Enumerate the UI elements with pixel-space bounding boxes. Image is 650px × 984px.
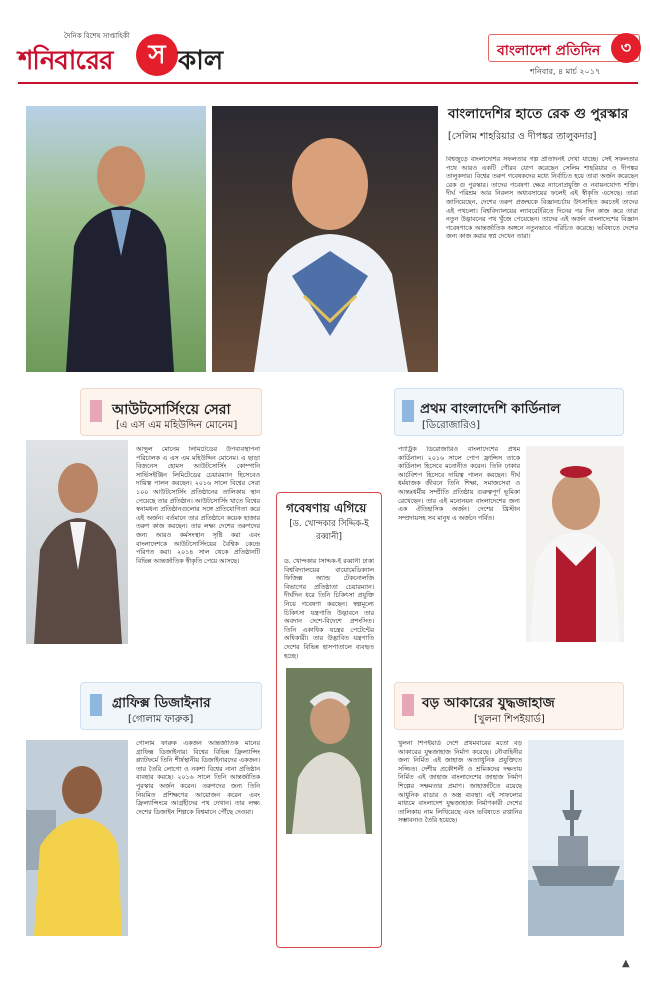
graphics-body: গোলাম ফারুক একজন আন্তর্জাতিক মানের গ্রাফিক্স ডিজাইনার। বিশ্বের বিভিন্ন ফ্রিল্যান্সিং প্ল্যাটফর্মে তিনি শীর্ষস্থানীয় ডিজাইনারদের একজন। তার তৈরি লোগো ও নকশা বিশ্বের নানা প্রতিষ্ঠান ব্যবহার করছে। ২০১৬ সালে তিনি আন্তর্জাতিক পুরস্কার অর্জন করেন। তরুণদের জন্য তিনি নিয়মিত প্রশিক্ষণের আয়োজন করেন এবং ফ্রিল্যান্সিংয়ে আগ্রহীদের পথ দেখান। তার লক্ষ্য দেশের ডিজাইন শিল্পকে বিশ্বমানে পৌঁছে দেওয়া। bbox=[136, 740, 260, 816]
blue-accent-bar-2 bbox=[90, 694, 102, 716]
warship-byline: [খুলনা শিপইয়ার্ড] bbox=[474, 714, 545, 725]
photo-mohiuddin-monem bbox=[26, 440, 128, 644]
blue-accent-bar bbox=[402, 400, 414, 422]
main-headline: বাংলাদেশির হাতে রেক গু পুরস্কার bbox=[448, 106, 629, 122]
pink-accent-bar bbox=[90, 400, 102, 422]
main-byline: [সেলিম শাহরিয়ার ও দীপঙ্কর তালুকদার] bbox=[448, 131, 597, 142]
outsourcing-body: আব্দুল মোনেম লিমিটেডের উপব্যবস্থাপনা পরিচালক এ এস এম মহিউদ্দিন মোনেম। এ ছাড়া বিজনেস হোমস আউটসোর্সিং কোম্পানি সার্ভিসইঞ্জিন লিমিটেডের চেয়ারম্যান হিসেবেও দায়িত্ব পালন করছেন। ২০১৬ সালে বিশ্বের সেরা ১০০ আউটসোর্সিং প্রতিষ্ঠানের তালিকায় স্থান পেয়েছে তার প্রতিষ্ঠান। আউটসোর্সিং খাতে বিশ্বের স্বনামধন্য প্রতিষ্ঠানগুলোর সঙ্গে প্রতিযোগিতা করে এই অর্জন। বর্তমানে তার প্রতিষ্ঠানে কয়েক হাজার তরুণ কাজ করছেন। তার লক্ষ্য দেশের তরুণদের জন্য আরও কর্মসংস্থান সৃষ্টি করা এবং বাংলাদেশকে আউটসোর্সিংয়ের বৈশ্বিক কেন্দ্রে পরিণত করা। ২০১৪ সাল থেকে প্রতিষ্ঠানটি বিভিন্ন আন্তর্জাতিক স্বীকৃতি পেয়ে আসছে। bbox=[136, 446, 260, 565]
logo-circle-mark: স bbox=[136, 34, 178, 76]
research-body-continued bbox=[284, 840, 374, 940]
page-number-badge: ৩ bbox=[611, 33, 641, 63]
warship-body: খুলনা শিপইয়ার্ড দেশে প্রথমবারের মতো বড় আকারের যুদ্ধজাহাজ নির্মাণ করেছে। নৌবাহিনীর জন্য নির্মিত এই জাহাজ অত্যাধুনিক প্রযুক্তিতে সজ্জিত। দেশীয় প্রকৌশলী ও শ্রমিকদের দক্ষতায় নির্মিত এই জাহাজ বাংলাদেশের জাহাজ নির্মাণ শিল্পের সক্ষমতার প্রমাণ। জাহাজটিতে রয়েছে আধুনিক রাডার ও অস্ত্র ব্যবস্থা। এই সাফল্যের মাধ্যমে বাংলাদেশ যুদ্ধজাহাজ নির্মাণকারী দেশের তালিকায় নাম লিখিয়েছে এবং ভবিষ্যতে রপ্তানির সম্ভাবনাও তৈরি হয়েছে। bbox=[398, 740, 522, 825]
masthead-logo bbox=[18, 30, 228, 80]
issue-date: শনিবার, ৪ মার্চ ২০১৭ bbox=[530, 67, 601, 76]
pink-accent-bar-2 bbox=[402, 694, 414, 716]
cardinal-body: প্যাট্রিক ডিরোজারিও বাংলাদেশের প্রথম কার্ডিনাল। ২০১৬ সালে পোপ ফ্রান্সিস তাকে কার্ডিনাল হিসেবে মনোনীত করেন। তিনি ঢাকার আর্চবিশপ হিসেবে দায়িত্ব পালন করছেন। দীর্ঘ ধর্মযাজক জীবনে তিনি শিক্ষা, সমাজসেবা ও আন্তঃধর্মীয় সম্প্রীতি প্রতিষ্ঠায় গুরুত্বপূর্ণ ভূমিকা রেখেছেন। তার এই মনোনয়ন বাংলাদেশের জন্য এক ঐতিহাসিক অর্জন। দেশের খ্রিস্টান সম্প্রদায়সহ সব মানুষ এ অর্জনে গর্বিত। bbox=[398, 446, 520, 522]
graphics-byline: [গোলাম ফারুক] bbox=[128, 714, 194, 725]
photo-khondkar-siddique-e-rabbani bbox=[286, 668, 372, 834]
outsourcing-byline: [এ এস এম মহিউদ্দিন মোনেম] bbox=[116, 420, 238, 431]
main-body: বিশ্বজুড়ে বাংলাদেশির সফলতার গল্প প্রতিদিনই দেখা যাচ্ছে। সেই সফলতার পথে আরও একটি গৌরব যোগ করেছেন সেলিম শাহরিয়ার ও দীপঙ্কর তালুকদার। বিশ্বের তরুণ গবেষকদের মধ্যে নির্বাচিত হয়ে তারা অর্জন করেছেন রেক গু পুরস্কার। তাদের গবেষণা ক্ষেত্র ন্যানোপ্রযুক্তি ও নবায়নযোগ্য শক্তি। দীর্ঘ পরিশ্রম আর নিরলস অধ্যবসায়ের ফলেই এই স্বীকৃতি এসেছে। তারা জানিয়েছেন, দেশের তরুণ প্রজন্মকে বিজ্ঞানচর্চায় উৎসাহিত করতেই তাদের এই পথচলা। বিশ্ববিদ্যালয়ের ল্যাবরেটরিতে দিনের পর দিন কাজ করে তারা নতুন উদ্ভাবনের পথ খুঁজে পেয়েছেন। তাদের এই অর্জন বাংলাদেশের বিজ্ঞান গবেষণাকে আন্তর্জাতিক অঙ্গনে নতুনভাবে পরিচিত করেছে। ভবিষ্যতে দেশের জন্য কাজ করার স্বপ্ন দেখেন তারা। bbox=[446, 156, 638, 241]
masthead-tagline: দৈনিক বিশেষ সাপ্তাহিকী bbox=[64, 32, 130, 40]
section-header bbox=[488, 34, 640, 62]
photo-dipankar-talukder bbox=[212, 106, 438, 372]
photo-golam-faruk bbox=[26, 740, 128, 936]
photo-cardinal-d-rozario bbox=[526, 446, 624, 642]
research-body: ড. খোন্দকার সিদ্দিক-ই রব্বানী ঢাকা বিশ্ববিদ্যালয়ের বায়োমেডিক্যাল ফিজিক্স অ্যান্ড টেকনোলজি বিভাগের প্রতিষ্ঠাতা চেয়ারম্যান। দীর্ঘদিন ধরে তিনি চিকিৎসা প্রযুক্তি নিয়ে গবেষণা করছেন। স্বল্পমূল্যে চিকিৎসা যন্ত্রপাতি উদ্ভাবনে তার অবদান দেশে-বিদেশে প্রশংসিত। তিনি একাধিক যন্ত্রের পেটেন্টের অধিকারী। তার উদ্ভাবিত যন্ত্রপাতি দেশের বিভিন্ন হাসপাতালে ব্যবহৃত হচ্ছে। bbox=[284, 558, 374, 660]
outsourcing-headline: আউটসোর্সিংয়ে সেরা bbox=[112, 402, 231, 418]
warship-headline: বড় আকারের যুদ্ধজাহাজ bbox=[422, 695, 555, 711]
graphics-headline: গ্রাফিক্স ডিজাইনার bbox=[112, 695, 211, 711]
cardinal-headline: প্রথম বাংলাদেশি কার্ডিনাল bbox=[420, 401, 561, 417]
photo-warship bbox=[528, 740, 624, 936]
corner-arrow-icon: ▲ bbox=[622, 958, 630, 969]
photo-selim-shahriar bbox=[26, 106, 206, 372]
logo-word-1: শনিবারের bbox=[18, 46, 113, 76]
masthead-rule bbox=[18, 82, 638, 84]
person-silhouette-icon bbox=[26, 106, 206, 372]
research-byline: [ড. খোন্দকার সিদ্দিক-ই রব্বানী] bbox=[289, 519, 369, 542]
section-name: বাংলাদেশ প্রতিদিন bbox=[497, 43, 601, 59]
logo-word-2: কাল bbox=[178, 46, 224, 76]
research-headline: গবেষণায় এগিয়ে bbox=[286, 501, 367, 515]
cardinal-byline: [ডিরোজারিও] bbox=[422, 420, 481, 431]
